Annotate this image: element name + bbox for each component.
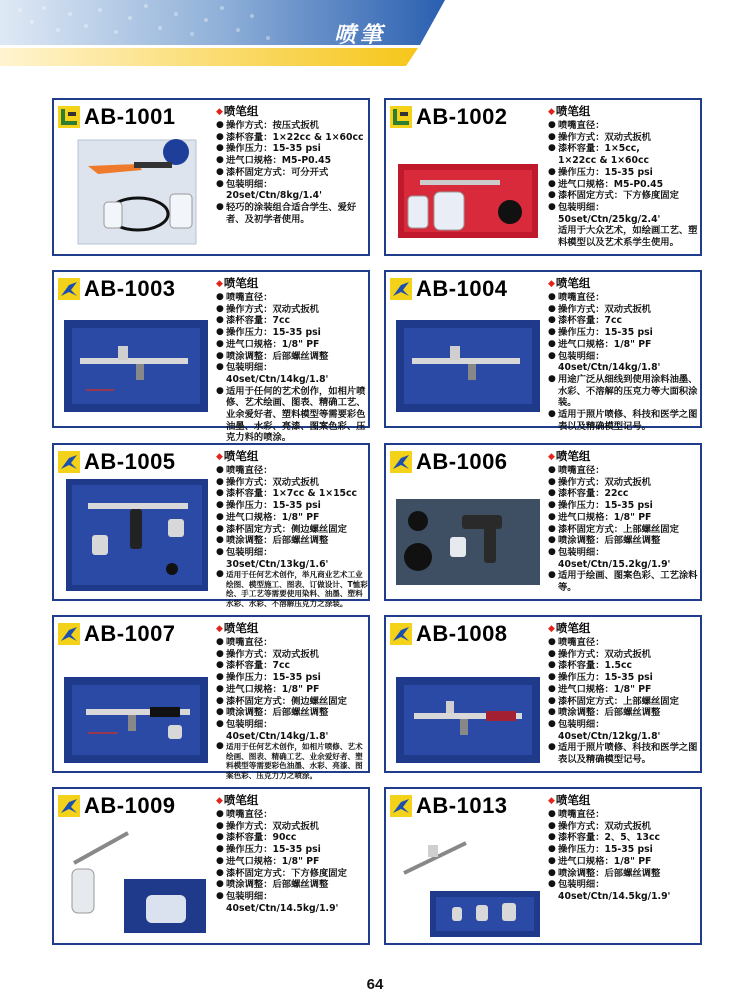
spec-item: ● 漆杯容量：1×7cc & 1×15cc (216, 488, 368, 500)
spec-item: ● 操作压力：15-35 psi (216, 327, 368, 339)
page-number: 64 (366, 976, 384, 993)
product-card-ab-1003 (52, 270, 370, 444)
header-banner (0, 0, 750, 72)
product-description (216, 104, 368, 225)
spec-item: ● 适用于照片喷修、科技和医学之图表以及精确模型记号。 (548, 742, 700, 765)
spec-item: ● 操作压力：15-35 psi (216, 500, 368, 512)
spec-item: ● 包装明细：40set/Ctn/14kg/1.8' (216, 719, 368, 742)
product-model: AB-1007 (84, 621, 176, 646)
spec-item: ● 漆杯容量：1×5cc, 1×22cc & 1×60cc (548, 143, 700, 166)
spec-item: ● 漆杯容量：2、5、13cc (548, 832, 700, 844)
product-description (548, 621, 700, 766)
spec-item: ● 喷嘴直径： (548, 465, 700, 477)
spec-item: ● 操作方式：双动式扳机 (216, 477, 368, 489)
spec-item: ● 漆杯固定方式：上部螺丝固定 (548, 524, 700, 536)
product-model: AB-1006 (416, 449, 508, 474)
single-action-icon (390, 106, 412, 128)
spec-item: ● 适用于照片喷修、科技和医学之图表以及精确模型记号。 (548, 409, 700, 432)
spec-item: ● 漆杯固定方式：下方修度固定 (216, 868, 368, 880)
spec-item: ● 喷涂调整：后部螺丝调整 (548, 868, 700, 880)
spec-item: ● 漆杯固定方式：侧边螺丝固定 (216, 524, 368, 536)
spec-item: ● 包装明细：20set/Ctn/8kg/1.4' (216, 179, 368, 202)
spec-item: ● 漆杯容量：22cc (548, 488, 700, 500)
product-model: AB-1003 (84, 276, 176, 301)
spec-item: ● 包装明细：50set/Ctn/25kg/2.4' 适用于大众艺术，如绘画工艺、塑料模型以及艺术系学生使用。 (548, 202, 700, 249)
spec-item: ● 适用于绘画、图案色彩、工艺涂料等。 (548, 570, 700, 593)
spec-item: ● 适用于任何艺术创作，举凡商业艺术工业绘图、模型施工、图表、订做设计、T恤彩绘、手工艺等需要使用染料、油墨、塑料水彩、水彩、不溶解压克力之涂装。 (216, 570, 368, 608)
spec-item: ● 包装明细：40set/Ctn/14.5kg/1.9' (216, 891, 368, 914)
spec-item: ● 操作方式：双动式扳机 (216, 821, 368, 833)
bird-icon (58, 623, 80, 645)
product-description (216, 793, 368, 914)
spec-item: ● 漆杯固定方式：上部螺丝固定 (548, 696, 700, 708)
bird-icon (390, 278, 412, 300)
product-card-ab-1009 (52, 787, 370, 945)
spec-item: ● 喷涂调整：后部螺丝调整 (548, 707, 700, 719)
product-title: ◆ 喷笔组 (548, 449, 700, 465)
spec-item: ● 操作压力：15-35 psi (216, 672, 368, 684)
spec-item: ● 操作方式：双动式扳机 (548, 649, 700, 661)
product-title: ◆ 喷笔组 (216, 104, 368, 120)
product-title: ◆ 喷笔组 (548, 104, 700, 120)
product-title: ◆ 喷笔组 (216, 276, 368, 292)
product-header (390, 274, 508, 304)
product-card-ab-1001 (52, 98, 370, 256)
spec-item: ● 漆杯容量：7cc (216, 660, 368, 672)
product-card-ab-1004 (384, 270, 702, 432)
spec-item: ● 喷嘴直径： (548, 637, 700, 649)
spec-item: ● 喷涂调整：后部螺丝调整 (216, 351, 368, 363)
spec-item: ● 喷涂调整：后部螺丝调整 (548, 535, 700, 547)
product-description (216, 621, 368, 780)
spec-item: ● 喷嘴直径： (548, 809, 700, 821)
spec-item: ● 适用于任何的艺术创作，如相片喷修、艺术绘画、图表、精确工艺、业余爱好者、塑料模型等需要彩色油墨、水彩、亮漆、图案色彩、压克力料的喷涂。 (216, 386, 368, 445)
product-card-ab-1007 (52, 615, 370, 780)
spec-item: ● 喷涂调整：后部螺丝调整 (216, 879, 368, 891)
product-description (216, 449, 368, 608)
spec-item: ● 进气口规格：1/8" PF (216, 856, 368, 868)
spec-item: ● 喷嘴直径： (548, 120, 700, 132)
spec-item: ● 进气口规格：1/8" PF (548, 856, 700, 868)
spec-item: ● 进气口规格：1/8" PF (216, 339, 368, 351)
spec-item: ● 操作压力：15-35 psi (548, 167, 700, 179)
spec-item: ● 漆杯容量：90cc (216, 832, 368, 844)
single-action-icon (58, 106, 80, 128)
spec-item: ● 喷嘴直径： (216, 637, 368, 649)
spec-item: ● 操作方式：双动式扳机 (548, 477, 700, 489)
spec-item: ● 包装明细：40set/Ctn/14kg/1.8' (216, 362, 368, 385)
product-title: ◆ 喷笔组 (216, 621, 368, 637)
spec-item: ● 进气口规格：M5-P0.45 (548, 179, 700, 191)
spec-item: ● 漆杯容量：7cc (548, 315, 700, 327)
spec-item: ● 漆杯容量：7cc (216, 315, 368, 327)
product-title: ◆ 喷笔组 (548, 793, 700, 809)
spec-item: ● 操作方式：双动式扳机 (216, 304, 368, 316)
spec-item: ● 操作压力：15-35 psi (548, 327, 700, 339)
product-title: ◆ 喷笔组 (216, 449, 368, 465)
product-model: AB-1009 (84, 793, 176, 818)
product-card-ab-1008 (384, 615, 702, 773)
bird-icon (390, 451, 412, 473)
spec-item: ● 操作方式：按压式扳机 (216, 120, 368, 132)
spec-item: ● 喷嘴直径： (216, 292, 368, 304)
product-header (58, 619, 176, 649)
spec-item: ● 操作压力：15-35 psi (548, 500, 700, 512)
bird-icon (58, 451, 80, 473)
bird-icon (58, 278, 80, 300)
spec-item: ● 进气口规格：1/8" PF (548, 512, 700, 524)
spec-item: ● 操作压力：15-35 psi (216, 844, 368, 856)
spec-item: ● 操作压力：15-35 psi (216, 143, 368, 155)
spec-item: ● 包装明细：30set/Ctn/13kg/1.6' (216, 547, 368, 570)
spec-item: ● 进气口规格：1/8" PF (216, 684, 368, 696)
spec-item: ● 喷涂调整：后部螺丝调整 (216, 707, 368, 719)
bird-icon (390, 795, 412, 817)
spec-item: ● 漆杯固定方式：下方修度固定 (548, 190, 700, 202)
spec-item: ● 操作方式：双动式扳机 (216, 649, 368, 661)
spec-item: ● 轻巧的涂装组合适合学生、爱好者、及初学者使用。 (216, 202, 368, 225)
product-header (390, 102, 508, 132)
product-description (548, 449, 700, 594)
product-header (390, 791, 508, 821)
spec-item: ● 进气口规格：1/8" PF (548, 339, 700, 351)
spec-item: ● 包装明细：40set/Ctn/15.2kg/1.9' (548, 547, 700, 570)
product-header (58, 102, 176, 132)
product-model: AB-1002 (416, 104, 508, 129)
product-header (390, 447, 508, 477)
product-model: AB-1013 (416, 793, 508, 818)
product-model: AB-1004 (416, 276, 508, 301)
spec-item: ● 喷嘴直径： (216, 809, 368, 821)
product-model: AB-1005 (84, 449, 176, 474)
spec-item: ● 喷嘴直径： (216, 465, 368, 477)
spec-item: ● 漆杯固定方式：侧边螺丝固定 (216, 696, 368, 708)
spec-item: ● 喷涂调整：后部螺丝调整 (216, 535, 368, 547)
product-header (58, 274, 176, 304)
bird-icon (58, 795, 80, 817)
product-description (216, 276, 368, 444)
spec-item: ● 操作方式：双动式扳机 (548, 821, 700, 833)
spec-item: ● 包装明细：40set/Ctn/12kg/1.8' (548, 719, 700, 742)
spec-item: ● 漆杯容量：1.5cc (548, 660, 700, 672)
product-model: AB-1008 (416, 621, 508, 646)
spec-item: ● 操作方式：双动式扳机 (548, 304, 700, 316)
product-title: ◆ 喷笔组 (548, 276, 700, 292)
spec-item: ● 进气口规格：M5-P0.45 (216, 155, 368, 167)
spec-item: ● 喷嘴直径： (548, 292, 700, 304)
page-title: 喷筆 (333, 23, 386, 48)
product-card-ab-1002 (384, 98, 702, 256)
spec-item: ● 操作压力：15-35 psi (548, 672, 700, 684)
bird-icon (390, 623, 412, 645)
product-header (58, 447, 176, 477)
product-header (58, 791, 176, 821)
spec-item: ● 漆杯容量：1×22cc & 1×60cc (216, 132, 368, 144)
product-description (548, 276, 700, 432)
spec-item: ● 进气口规格：1/8" PF (548, 684, 700, 696)
spec-item: ● 进气口规格：1/8" PF (216, 512, 368, 524)
spec-item: ● 操作方式：双动式扳机 (548, 132, 700, 144)
spec-item: ● 操作压力：15-35 psi (548, 844, 700, 856)
product-header (390, 619, 508, 649)
product-description (548, 104, 700, 249)
product-model: AB-1001 (84, 104, 176, 129)
product-title: ◆ 喷笔组 (216, 793, 368, 809)
spec-item: ● 适用于任何艺术创作，如相片喷修、艺术绘画、图表、精确工艺、业余爱好者、塑料模型等需要彩色油墨、水彩、亮漆、图案色彩、压克力力之喷涂。 (216, 742, 368, 780)
product-title: ◆ 喷笔组 (548, 621, 700, 637)
spec-item: ● 包装明细：40set/Ctn/14.5kg/1.9' (548, 879, 700, 902)
spec-item: ● 用途广泛从细线到使用涂料油墨、水彩、不溶解的压克力等大面积涂装。 (548, 374, 700, 409)
product-description (548, 793, 700, 903)
product-card-ab-1013 (384, 787, 702, 945)
spec-item: ● 漆杯固定方式：可分开式 (216, 167, 368, 179)
spec-item: ● 包装明细：40set/Ctn/14kg/1.8' (548, 351, 700, 374)
product-card-ab-1005 (52, 443, 370, 608)
product-card-ab-1006 (384, 443, 702, 601)
